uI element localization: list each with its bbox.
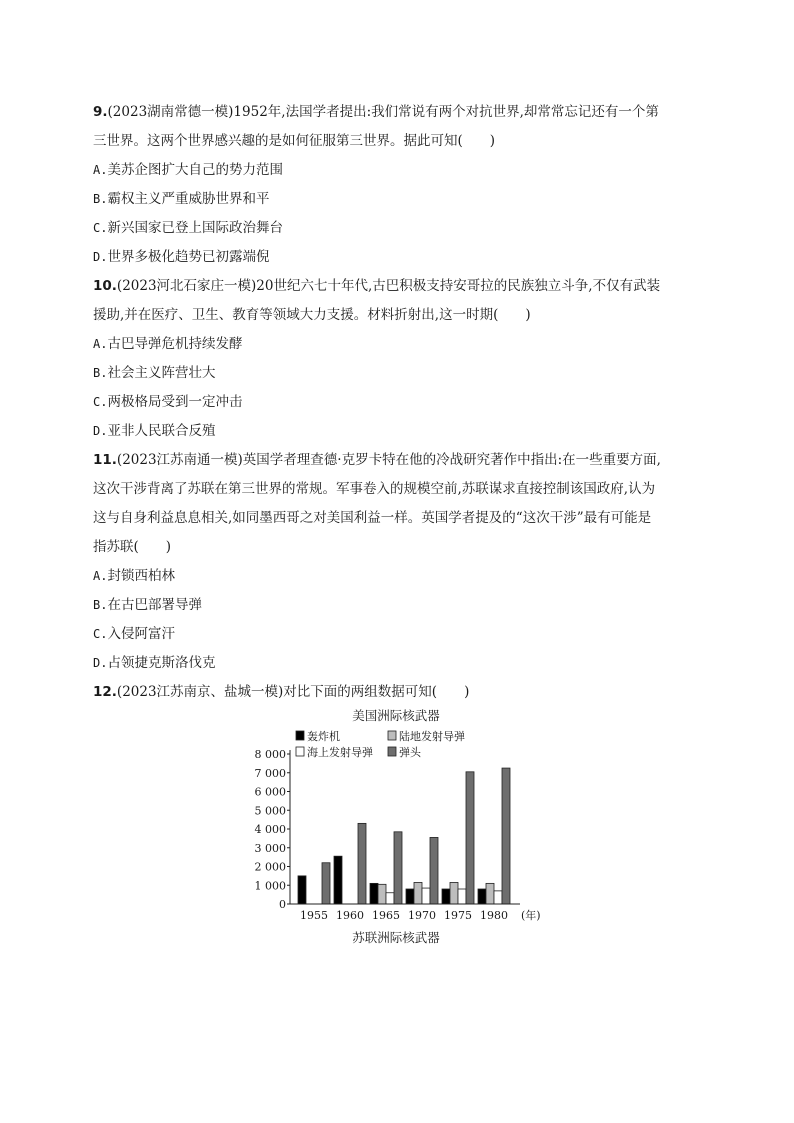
legend-label: 弹头 [399, 746, 421, 759]
option-text: 亚非人民联合反殖 [107, 423, 216, 439]
question-stem-text: (2023江苏南通一模)英国学者理查德·克罗卡特在他的冷战研究著作中指出:在一些重要方面, [116, 452, 661, 468]
option-letter: B. [93, 366, 108, 380]
bar-1980-1 [486, 883, 494, 904]
chart-svg [250, 704, 550, 954]
answer-option[interactable] [93, 388, 703, 417]
y-tick-label: 7 000 [254, 766, 286, 780]
bar-1955-0 [298, 876, 306, 904]
option-letter: A. [93, 569, 108, 583]
answer-option[interactable] [93, 359, 703, 388]
option-text: 美苏企图扩大自己的势力范围 [107, 162, 283, 178]
answer-option[interactable] [93, 214, 703, 243]
bar-1975-0 [442, 889, 450, 904]
option-text: 世界多极化趋势已初露端倪 [107, 249, 270, 265]
y-tick-label: 2 000 [254, 860, 286, 874]
us-ussr-nuclear-chart [250, 704, 550, 954]
option-letter: D. [93, 656, 108, 670]
y-tick-label: 1 000 [254, 879, 286, 893]
option-text: 两极格局受到一定冲击 [107, 394, 243, 410]
question-10-stem-line [93, 301, 703, 330]
bar-1970-0 [406, 889, 414, 904]
question-list [93, 98, 703, 707]
bar-1965-3 [394, 832, 402, 904]
chart-title: 美国洲际核武器 [352, 708, 440, 723]
bar-1965-0 [370, 883, 378, 904]
option-text: 占领捷克斯洛伐克 [107, 655, 216, 671]
option-letter: B. [93, 598, 108, 612]
x-tick-label: 1965 [372, 909, 400, 922]
bar-1965-2 [386, 893, 394, 904]
question-11-stem-line [93, 533, 703, 562]
option-text: 封锁西柏林 [107, 568, 175, 584]
option-letter: D. [93, 424, 108, 438]
question-12-stem-line [93, 678, 703, 707]
answer-option[interactable] [93, 330, 703, 359]
x-tick-label: 1970 [408, 909, 436, 922]
question-stem-text: 指苏联( ) [93, 539, 172, 555]
bar-1965-1 [378, 884, 386, 904]
question-stem-text: 三世界。这两个世界感兴趣的是如何征服第三世界。据此可知( ) [93, 133, 496, 149]
question-number: 11. [93, 452, 117, 468]
bars [298, 768, 510, 904]
x-tick-label: 1980 [480, 909, 508, 922]
y-tick-label: 5 000 [254, 804, 286, 818]
y-tick-label: 6 000 [254, 785, 286, 799]
option-text: 入侵阿富汗 [107, 626, 175, 642]
question-stem-text: (2023湖南常德一模)1952年,法国学者提出:我们常说有两个对抗世界,却常常忘记还有一个第 [107, 104, 659, 120]
answer-option[interactable] [93, 243, 703, 272]
y-tick-label: 8 000 [254, 748, 286, 761]
x-tick-label: 1960 [336, 909, 364, 922]
question-11-stem-line [93, 504, 703, 533]
y-tick-label: 3 000 [254, 841, 286, 855]
answer-option[interactable] [93, 156, 703, 185]
legend-label: 轰炸机 [307, 730, 340, 743]
bar-1970-1 [414, 882, 422, 904]
option-letter: C. [93, 627, 108, 641]
y-axis [255, 748, 291, 911]
question-9-stem-line [93, 98, 703, 127]
legend-label: 海上发射导弹 [307, 746, 373, 759]
x-axis [290, 904, 541, 922]
question-stem-text: 这与自身利益息息相关,如同墨西哥之对美国利益一样。英国学者提及的“这次干涉”最有可能是 [93, 510, 652, 526]
bar-1970-2 [422, 888, 430, 904]
legend-swatch [388, 731, 396, 740]
y-tick-label: 4 000 [254, 823, 286, 836]
bar-1960-0 [334, 856, 342, 904]
answer-option[interactable] [93, 185, 703, 214]
option-letter: B. [93, 192, 108, 206]
legend-swatch [296, 747, 304, 756]
option-text: 霸权主义严重威胁世界和平 [107, 191, 270, 207]
answer-option[interactable] [93, 562, 703, 591]
answer-option[interactable] [93, 620, 703, 649]
question-stem-text: (2023江苏南京、盐城一模)对比下面的两组数据可知( ) [116, 684, 470, 700]
legend-swatch [296, 731, 304, 740]
bar-1980-0 [478, 889, 486, 904]
answer-option[interactable] [93, 591, 703, 620]
bar-1975-1 [450, 882, 458, 904]
option-text: 社会主义阵营壮大 [107, 365, 216, 381]
legend-swatch [388, 747, 396, 756]
bar-1980-3 [502, 768, 510, 904]
option-text: 新兴国家已登上国际政治舞台 [107, 220, 283, 236]
x-tick-label: 1955 [300, 909, 328, 922]
option-letter: A. [93, 163, 108, 177]
question-stem-text: 援助,并在医疗、卫生、教育等领域大力支援。材料折射出,这一时期( ) [93, 307, 531, 323]
question-number: 10. [93, 278, 117, 294]
x-tick-label: 1975 [444, 909, 472, 922]
question-11-stem-line [93, 475, 703, 504]
bar-1955-3 [322, 863, 330, 904]
bar-1980-2 [494, 891, 502, 904]
bar-1960-3 [358, 823, 366, 904]
answer-option[interactable] [93, 417, 703, 446]
chart-subtitle: 苏联洲际核武器 [352, 930, 440, 945]
bar-1975-3 [466, 772, 474, 904]
x-axis-unit-label: (年) [521, 909, 541, 922]
question-11-stem-line [93, 446, 703, 475]
question-9-stem-line [93, 127, 703, 156]
option-text: 在古巴部署导弹 [107, 597, 202, 613]
legend-label: 陆地发射导弹 [399, 730, 465, 743]
y-tick-label: 0 [279, 898, 286, 911]
bar-1975-2 [458, 889, 466, 904]
option-letter: D. [93, 250, 108, 264]
question-number: 9. [93, 104, 108, 120]
question-number: 12. [93, 684, 117, 700]
bar-1970-3 [430, 837, 438, 904]
answer-option[interactable] [93, 649, 703, 678]
option-text: 古巴导弹危机持续发酵 [107, 336, 243, 352]
question-10-stem-line [93, 272, 703, 301]
option-letter: A. [93, 337, 108, 351]
question-stem-text: 这次干涉背离了苏联在第三世界的常规。军事卷入的规模空前,苏联谋求直接控制该国政府,认为 [93, 481, 656, 497]
question-stem-text: (2023河北石家庄一模)20世纪六七十年代,古巴积极支持安哥拉的民族独立斗争,不仅有武装 [116, 278, 661, 294]
option-letter: C. [93, 221, 108, 235]
option-letter: C. [93, 395, 108, 409]
legend [296, 729, 465, 759]
